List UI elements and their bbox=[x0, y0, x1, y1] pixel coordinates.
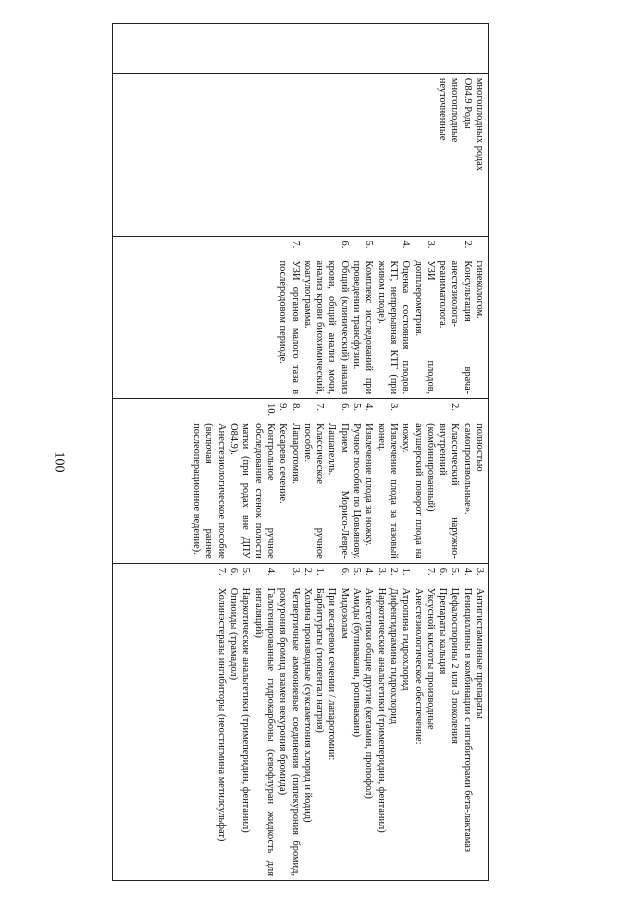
item-text: Галогенированные гидрокарбоны (севофлуран жидкость для ингаляций) bbox=[252, 587, 276, 876]
item-text: Наркотические анальгетики (тримеперидин, фентанил) bbox=[375, 587, 387, 833]
item-text: Оценка состояния плодов. КТГ, непрерывная КТГ (при живом плоде). bbox=[375, 260, 412, 395]
medication-item bbox=[276, 568, 301, 876]
item-number: 2. bbox=[301, 567, 313, 576]
medication-item bbox=[214, 568, 226, 876]
diagnosis-line: многоплодных родах bbox=[474, 77, 485, 171]
item-number: 4. bbox=[363, 403, 375, 411]
diagnosis-line: многоплодные bbox=[449, 77, 461, 143]
item-text: Наркотические анальгетики (тримеперидин, фентанил) bbox=[240, 587, 252, 833]
medication-item bbox=[350, 568, 362, 876]
page-number: 100 bbox=[51, 451, 67, 473]
item-text: Анестезиологическое пособие (включая раннее послеоперационное ведение). bbox=[191, 423, 227, 559]
item-number: 4. bbox=[461, 567, 473, 576]
item-text: Антигистаминные препараты bbox=[474, 587, 485, 719]
item-text: Мидозолам bbox=[338, 587, 350, 639]
item-number: 2. bbox=[461, 240, 473, 249]
item-text: Холина производные (суксаметония хлорид и йодид) bbox=[301, 587, 313, 823]
item-number: 6. bbox=[338, 567, 350, 576]
item-text: Извлечение плода за ножку. bbox=[363, 423, 375, 547]
item-number: 2. bbox=[387, 567, 399, 576]
item-text: Атропина гидрохлорид bbox=[400, 587, 412, 691]
medication-item bbox=[227, 568, 239, 876]
column-procedures bbox=[113, 399, 488, 564]
item-number: 7. bbox=[215, 567, 227, 576]
medication-item bbox=[424, 568, 436, 876]
column-examinations bbox=[113, 237, 488, 400]
item-number: 9. bbox=[277, 403, 289, 411]
medication-item bbox=[251, 568, 276, 876]
column-empty bbox=[113, 24, 488, 74]
item-text: Ручное пособие по Цовьянову. bbox=[351, 423, 363, 559]
item-text: гинекологом. bbox=[474, 260, 485, 319]
item-number: 4. bbox=[264, 567, 276, 576]
item-number: 3. bbox=[424, 240, 436, 249]
item-text: Извлечение плода за тазовый конец. bbox=[375, 423, 399, 559]
item-text: Дифенгидрамина гидрохлорид bbox=[387, 587, 399, 725]
item-number: 1. bbox=[400, 567, 412, 576]
item-text: Пенициллины в комбинации с ингибиторами бета-лактамаз bbox=[461, 587, 473, 852]
procedure-item bbox=[350, 403, 362, 559]
medication-item bbox=[436, 568, 448, 876]
procedure-item bbox=[460, 403, 485, 559]
item-number: 5. bbox=[351, 403, 363, 411]
item-text: УЗИ плодов, допплерометрия. bbox=[412, 260, 436, 395]
item-text: Уксусной кислоты производные bbox=[424, 587, 436, 730]
procedure-item bbox=[288, 403, 300, 559]
item-text: Препараты кальция bbox=[437, 587, 449, 675]
item-number: 5. bbox=[363, 240, 375, 249]
item-number: 3. bbox=[474, 567, 485, 576]
examination-item bbox=[276, 241, 301, 395]
item-text: Цефалоспорины 2 или 3 поколения bbox=[449, 587, 461, 744]
examination-item bbox=[436, 241, 473, 395]
item-text: Барбитураты (тиопентал натрия) bbox=[314, 587, 326, 733]
item-number: 6. bbox=[228, 567, 240, 576]
procedure-item bbox=[301, 403, 326, 559]
medication-item bbox=[399, 568, 411, 876]
procedure-item bbox=[276, 403, 288, 559]
diagnosis-line: неуточненные bbox=[437, 77, 449, 141]
item-text: Классическое ручное пособие. bbox=[301, 423, 326, 559]
item-text: УЗИ органов малого таза в послеродовом периоде. bbox=[277, 260, 301, 395]
item-number bbox=[325, 568, 337, 588]
examination-item bbox=[374, 241, 411, 395]
medication-item bbox=[301, 568, 313, 876]
item-text: Контрольное ручное обследование стенок полости матки (при родах вне ДПУ O84.9). bbox=[228, 423, 276, 559]
item-text: Классический наружно-внутренний (комбинированный) акушерский поворот плода на ножку. bbox=[400, 423, 461, 559]
column-diagnosis bbox=[113, 74, 488, 237]
item-text: Холинэстеразы ингибиторы (неостигмина метилсульфат) bbox=[215, 587, 227, 842]
item-number: 1. bbox=[314, 567, 326, 576]
medication-item bbox=[239, 568, 251, 876]
procedure-item bbox=[190, 403, 227, 559]
item-text: Консультация врача-анестезиолога-реаниматолога. bbox=[437, 260, 473, 395]
item-number: 7. bbox=[314, 403, 326, 411]
item-number bbox=[411, 568, 423, 588]
examination-item bbox=[473, 241, 485, 395]
examination-item bbox=[411, 241, 436, 395]
item-number: 10. bbox=[264, 403, 276, 417]
item-text: Анестетики общие другие (кетамин, пропофол) bbox=[363, 587, 375, 799]
item-text: При кесаревом сечении / лапаротомии: bbox=[326, 587, 338, 761]
medication-item bbox=[374, 568, 386, 876]
item-text: Опиоиды (трамадол) bbox=[228, 587, 240, 681]
item-text: Лапаротомия. bbox=[289, 423, 301, 485]
item-number: 6. bbox=[338, 240, 350, 249]
medication-item bbox=[325, 568, 337, 876]
item-number: 3. bbox=[375, 567, 387, 576]
item-number: 4. bbox=[363, 567, 375, 576]
item-text: Кесарево сечение. bbox=[277, 423, 289, 504]
item-number: 5. bbox=[240, 567, 252, 576]
item-text: Амиды (бупивакаин, ропивакаин) bbox=[351, 587, 363, 738]
item-number bbox=[190, 403, 227, 423]
item-number: 7. bbox=[424, 567, 436, 576]
item-number: 3. bbox=[387, 403, 399, 411]
item-text: Общий (клинический) анализ крови, общий анализ мочи, анализ крови биохимический, коагулограмма. bbox=[301, 260, 350, 395]
medication-item bbox=[473, 568, 485, 876]
medication-item bbox=[411, 568, 423, 876]
procedure-item bbox=[374, 403, 399, 559]
item-number: 6. bbox=[338, 403, 350, 411]
examination-item bbox=[350, 241, 375, 395]
medication-item bbox=[313, 568, 325, 876]
procedure-item bbox=[399, 403, 460, 559]
item-text: Четвертичные аммониевые соединения (пипекурония бромид, рокурония бромид взамен векурония бромида) bbox=[277, 587, 301, 876]
item-text: Прием Морисо-Левре-Лашапелль. bbox=[326, 423, 350, 559]
protocol-table bbox=[112, 23, 489, 881]
column-medications bbox=[113, 564, 488, 880]
item-number: 3. bbox=[289, 567, 301, 576]
examination-item bbox=[301, 241, 350, 395]
item-number: 4. bbox=[400, 240, 412, 249]
item-number: 2. bbox=[449, 403, 461, 411]
item-number: 7. bbox=[289, 240, 301, 249]
item-number: 8. bbox=[289, 403, 301, 411]
item-number: 5. bbox=[351, 567, 363, 576]
procedure-item bbox=[362, 403, 374, 559]
item-number bbox=[460, 403, 485, 423]
medication-item bbox=[448, 568, 460, 876]
item-text: полностью самопроизвольные». bbox=[461, 423, 485, 515]
rotated-table-frame bbox=[112, 23, 489, 881]
item-number: 6. bbox=[437, 567, 449, 576]
procedure-item bbox=[227, 403, 276, 559]
medication-item bbox=[362, 568, 374, 876]
item-text: Анестезиологическое обеспечение: bbox=[412, 587, 424, 745]
diagnosis-line: O84.9 Роды bbox=[461, 77, 473, 129]
medication-item bbox=[460, 568, 472, 876]
medication-item bbox=[337, 568, 349, 876]
item-number bbox=[473, 241, 485, 261]
medication-item bbox=[387, 568, 399, 876]
procedure-item bbox=[325, 403, 350, 559]
item-text: Комплекс исследований при проведении трансфузии. bbox=[351, 260, 375, 395]
item-number: 5. bbox=[449, 567, 461, 576]
